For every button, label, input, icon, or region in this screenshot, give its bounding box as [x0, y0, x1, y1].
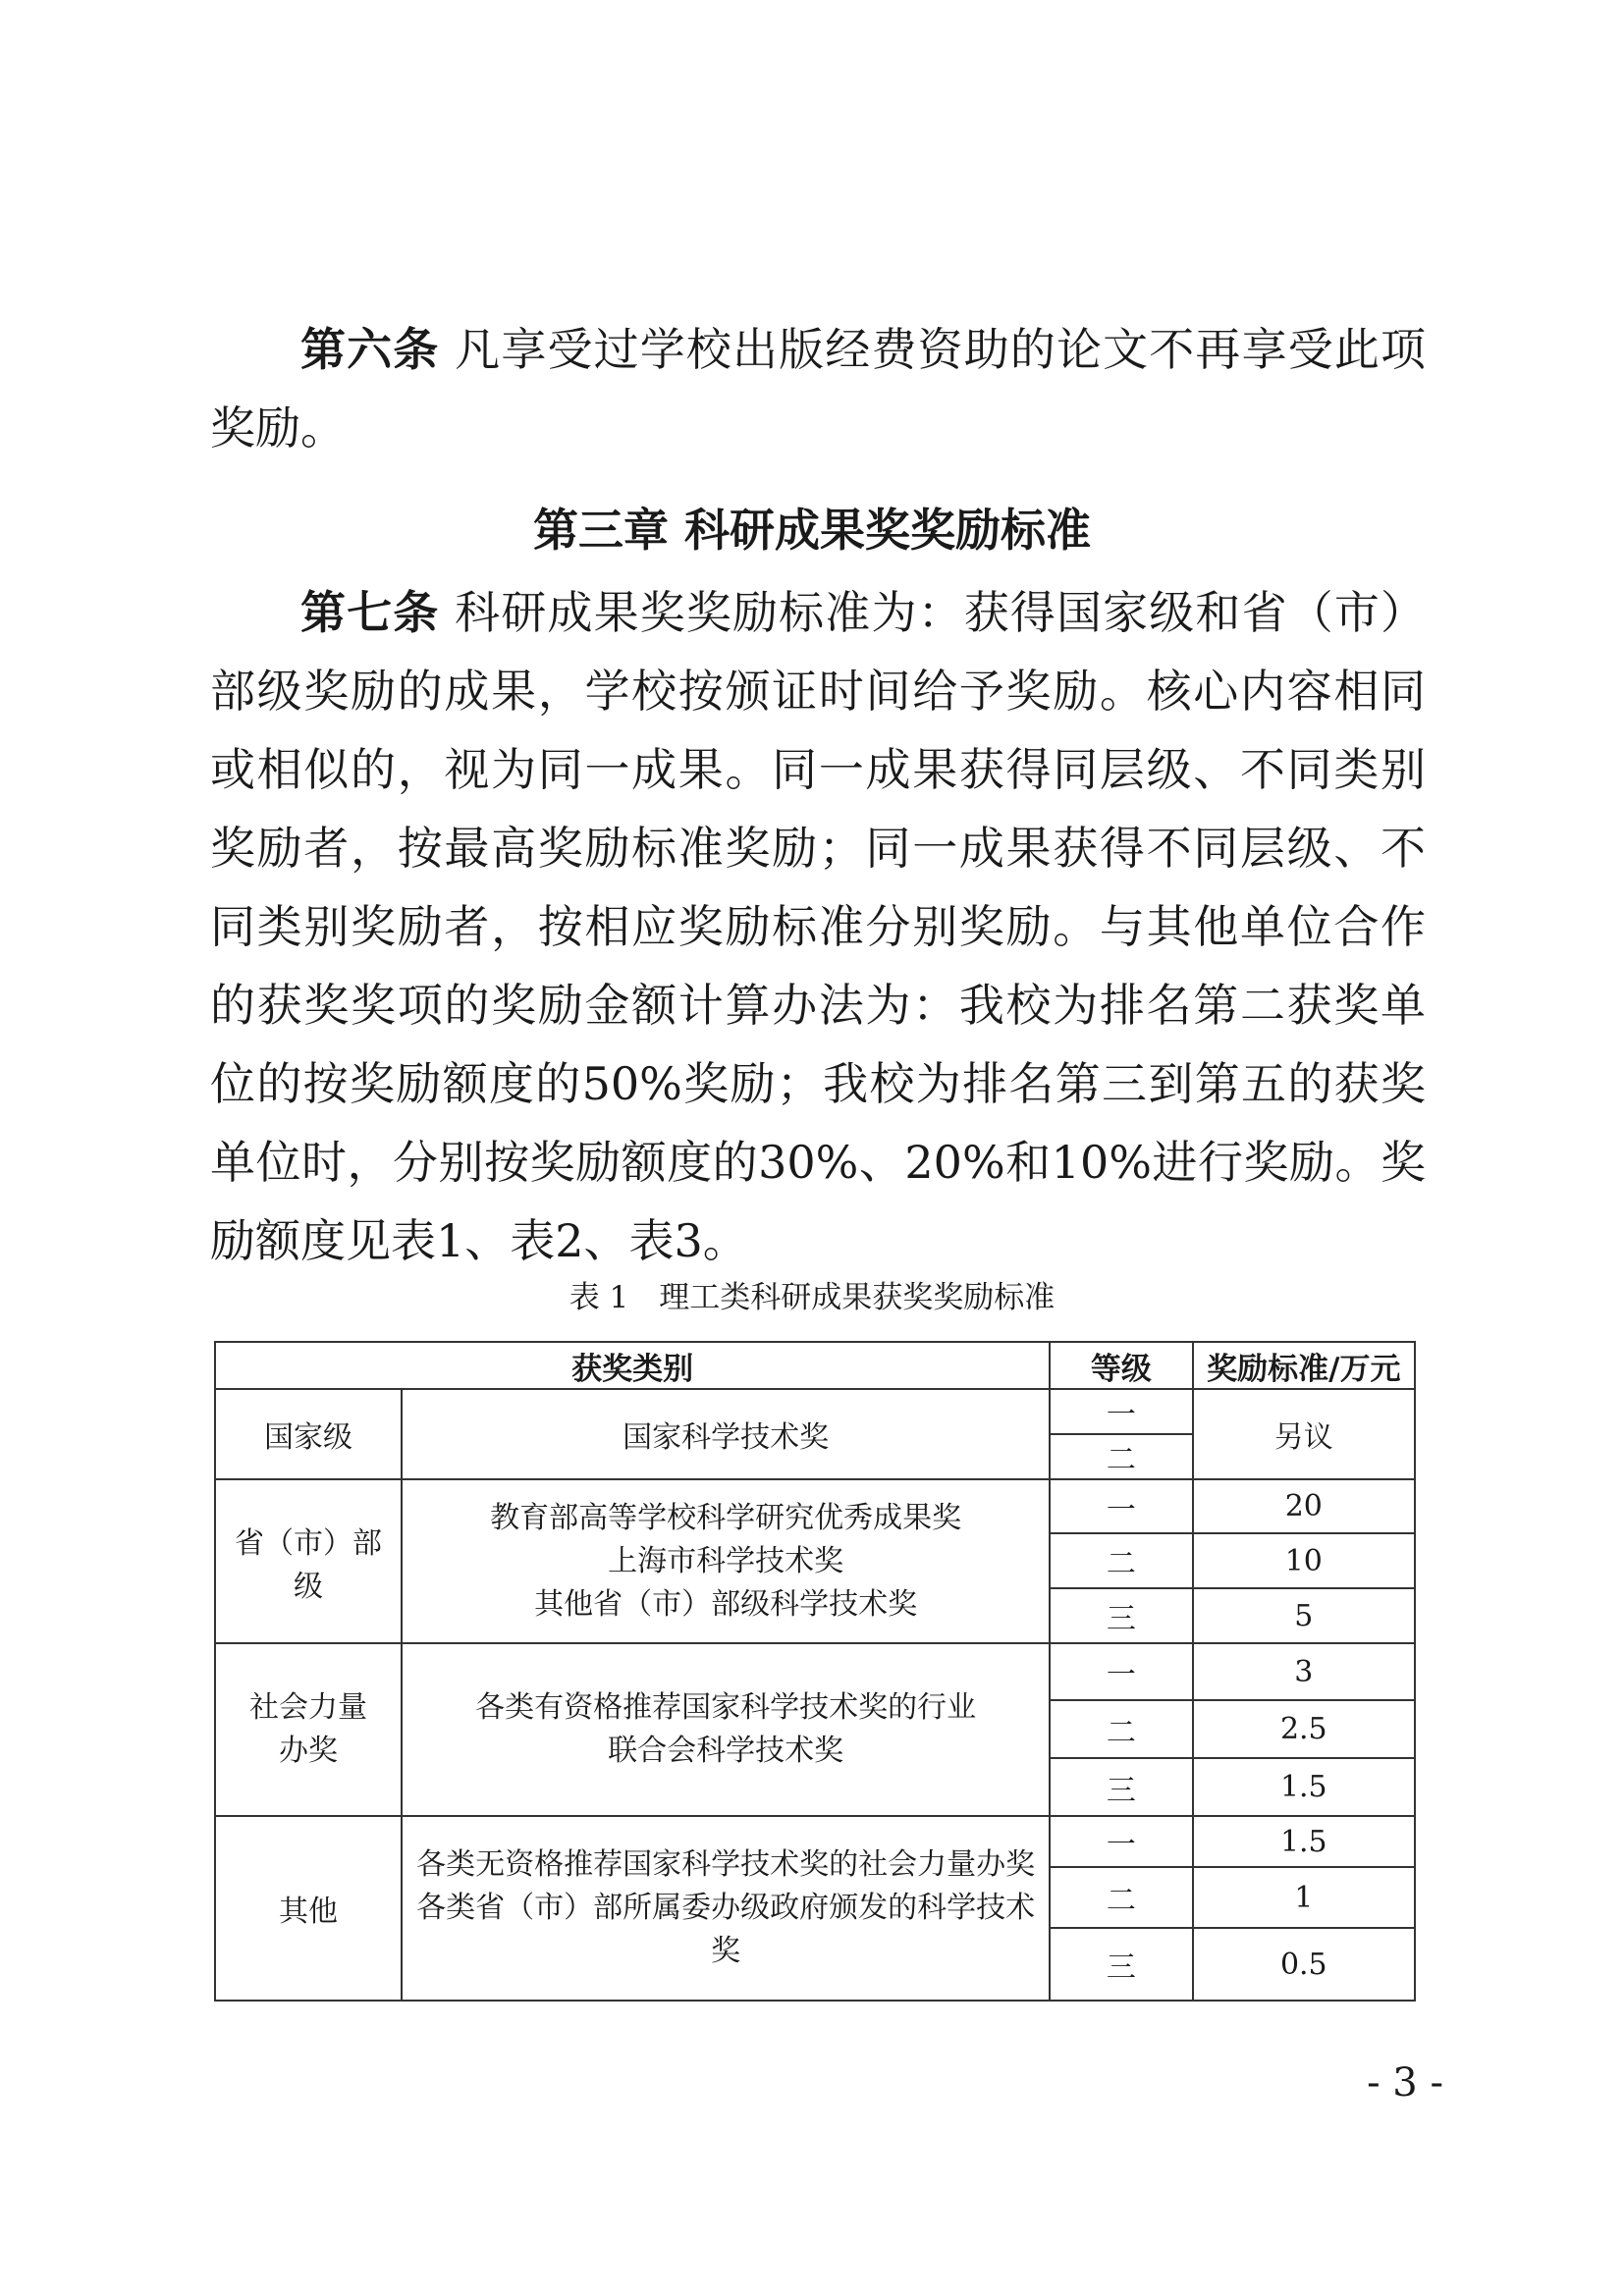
- value-cell: 10: [1193, 1533, 1415, 1588]
- value-cell: 5: [1193, 1588, 1415, 1643]
- value-cell: 3: [1193, 1643, 1415, 1700]
- level-cell: 社会力量 办奖: [215, 1643, 402, 1816]
- value-cell: 1.5: [1193, 1816, 1415, 1867]
- article-7: [210, 573, 1426, 1280]
- header-category: 获奖类别: [215, 1342, 1050, 1389]
- desc-cell: 各类有资格推荐国家科学技术奖的行业 联合会科学技术奖: [402, 1643, 1050, 1816]
- value-cell: 0.5: [1193, 1928, 1415, 2001]
- table-row: [215, 1389, 1415, 1434]
- article-7-text: 科研成果奖奖励标准为：获得国家级和省（市）部级奖励的成果，学校按颁证时间给予奖励。核心内容相同或相似的，视为同一成果。同一成果获得同层级、不同类别奖励者，按最高奖励标准奖励；同一成果获得不同层级、不同类别奖励者，按相应奖励标准分别奖励。与其他单位合作的获奖奖项的奖励金额计算办法为：我校为排名第二获奖单位的按奖励额度的50%奖励；我校为排名第三到第五的获奖单位时，分别按奖励额度的30%、20%和10%进行奖励。奖励额度见表1、表2、表3。: [210, 586, 1426, 1267]
- level-cell: 国家级: [215, 1389, 402, 1479]
- value-cell: 1.5: [1193, 1758, 1415, 1816]
- table-row: [215, 1479, 1415, 1533]
- award-standard-table: [214, 1341, 1416, 2002]
- value-cell: 2.5: [1193, 1700, 1415, 1758]
- grade-cell: 三: [1050, 1928, 1192, 2001]
- grade-cell: 三: [1050, 1588, 1192, 1643]
- grade-cell: 一: [1050, 1389, 1192, 1434]
- value-cell: 1: [1193, 1867, 1415, 1928]
- grade-cell: 一: [1050, 1643, 1192, 1700]
- article-7-heading: 第七条: [300, 586, 440, 639]
- desc-cell: 国家科学技术奖: [402, 1389, 1050, 1479]
- desc-cell: 各类无资格推荐国家科学技术奖的社会力量办奖 各类省（市）部所属委办级政府颁发的科学技术奖: [402, 1816, 1050, 2001]
- article-6-text: 凡享受过学校出版经费资助的论文不再享受此项奖励。: [210, 323, 1426, 454]
- grade-cell: 二: [1050, 1434, 1192, 1479]
- table-row: [215, 1643, 1415, 1700]
- grade-cell: 二: [1050, 1533, 1192, 1588]
- value-cell: 另议: [1193, 1389, 1415, 1479]
- header-grade: 等级: [1050, 1342, 1192, 1389]
- article-6: [210, 310, 1426, 467]
- header-standard: 奖励标准/万元: [1193, 1342, 1415, 1389]
- grade-cell: 一: [1050, 1479, 1192, 1533]
- chapter-title: 第三章 科研成果奖奖励标准: [532, 504, 1091, 557]
- desc-cell: 教育部高等学校科学研究优秀成果奖 上海市科学技术奖 其他省（市）部级科学技术奖: [402, 1479, 1050, 1643]
- grade-cell: 一: [1050, 1816, 1192, 1867]
- page-number: - 3 -: [1367, 2060, 1443, 2106]
- grade-cell: 二: [1050, 1700, 1192, 1758]
- table-row: [215, 1816, 1415, 1867]
- grade-cell: 二: [1050, 1867, 1192, 1928]
- article-6-heading: 第六条: [300, 323, 440, 376]
- grade-cell: 三: [1050, 1758, 1192, 1816]
- value-cell: 20: [1193, 1479, 1415, 1533]
- level-cell: 省（市）部级: [215, 1479, 402, 1643]
- table-caption: 表 1 理工类科研成果获奖奖励标准: [568, 1280, 1056, 1315]
- table-header-row: [215, 1342, 1415, 1389]
- level-cell: 其他: [215, 1816, 402, 2001]
